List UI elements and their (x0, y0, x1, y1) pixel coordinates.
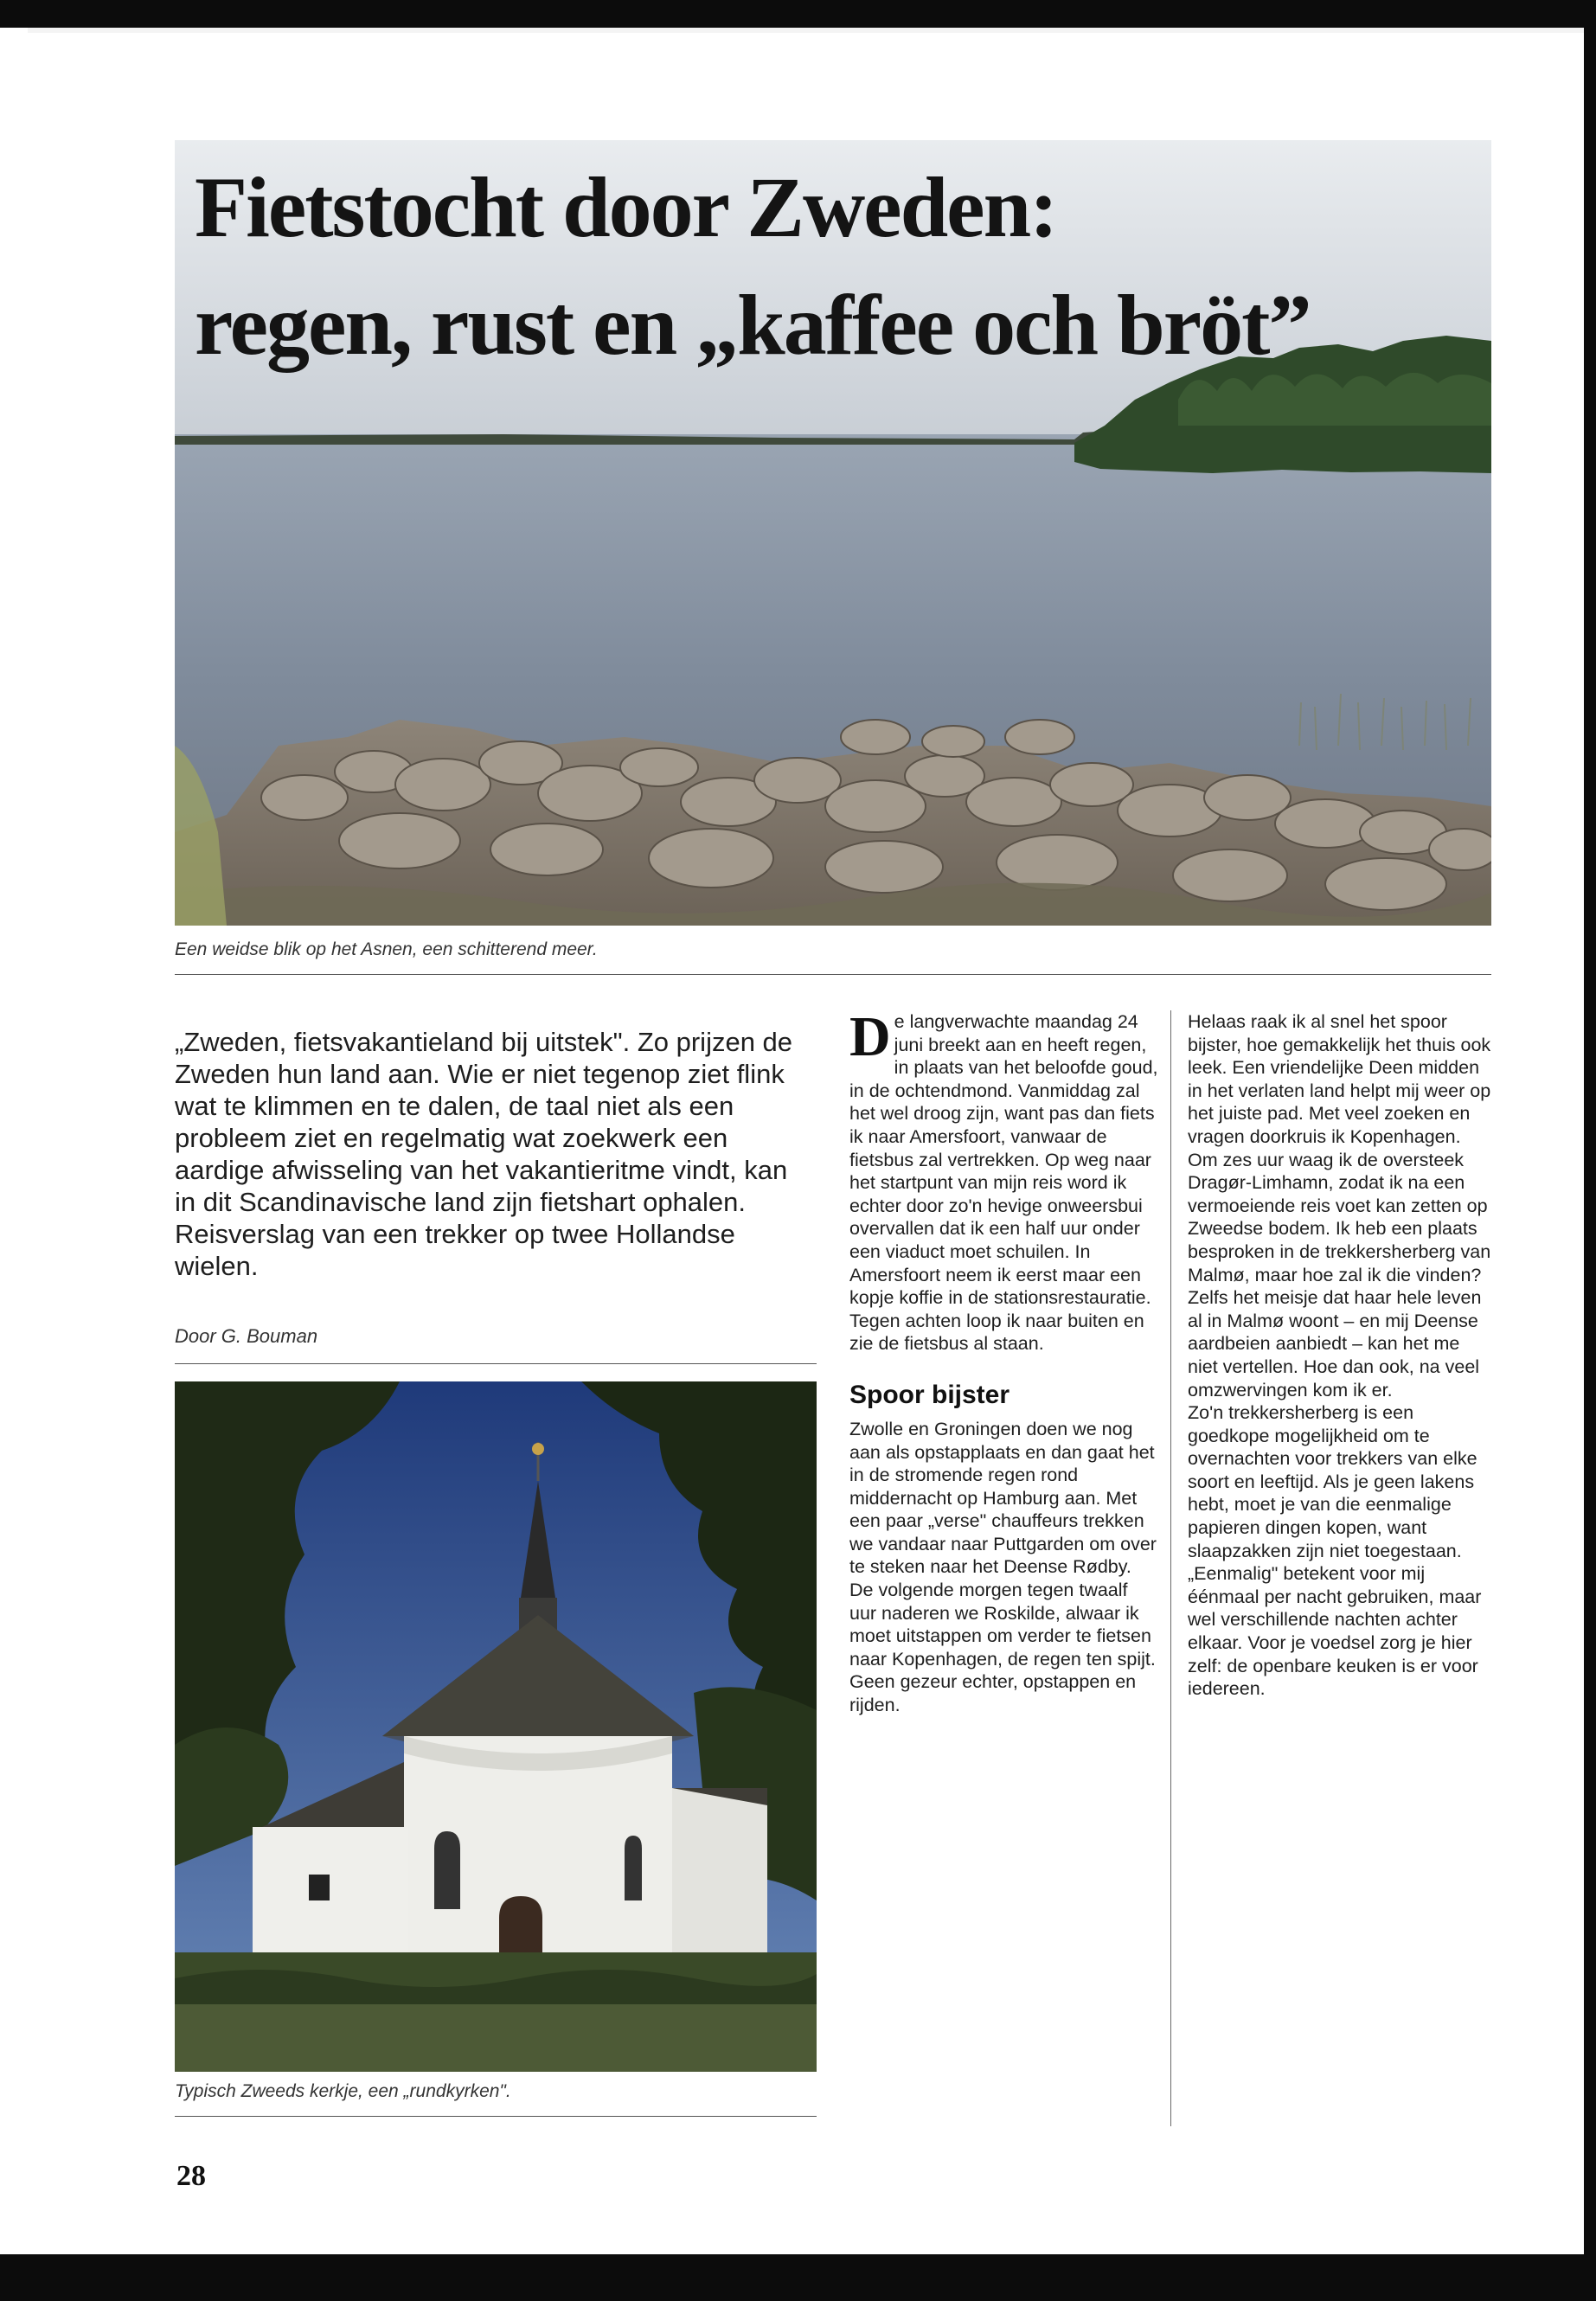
article-column-2 (849, 1005, 1159, 1717)
col3-paragraph-2: Zo'n trekkersherberg is een goedkope mogelijkheid om te overnachten voor trekkers van elke soort en leeftijd. Als je geen lakens hebt, moet je van die eenmalige papieren dingen kopen, want slaapzakken zijn niet toegestaan. „Eenmalig" betekent voor mij éénmaal per nacht gebruiken, maar wel verschillende nachten achter elkaar. Voor je voedsel zorg je hier zelf: de openbare keuken is er voor iedereen. (1188, 1402, 1482, 1700)
page-number: 28 (176, 2160, 206, 2192)
subheading-spoor-bijster: Spoor bijster (849, 1380, 1010, 1409)
photo-caption-lake: Een weidse blik op het Asnen, een schitterend meer. (175, 939, 598, 959)
column-divider (1170, 1010, 1171, 2126)
photo-caption-church: Typisch Zweeds kerkje, een „rundkyrken". (175, 2081, 511, 2101)
scan-border-top-inner (28, 28, 1596, 33)
col2-p1-text: e langverwachte maandag 24 juni breekt aan en heeft regen, in plaats van het beloofde goud, in de ochtendmond. Vanmiddag zal het wel droog zijn, want pas dan fiets ik naar Amersfoort, vanwaar de fietsbus zal vertrekken. Op weg naar het startpunt van mijn reis word ik echter door zo'n hevige onweersbui overvallen dat ik een half uur onder een viaduct moet schuilen. In Amersfoort neem ik eerst maar een kopje koffie in de stationsrestauratie. Tegen achten loop ik naar buiten en zie de fietsbus al staan. (849, 1011, 1158, 1355)
drop-cap: D (849, 1005, 891, 1068)
article-title (195, 149, 1310, 384)
byline: Door G. Bouman (175, 1325, 318, 1347)
church-photo (175, 1381, 817, 2072)
col2-paragraph-1 (849, 1005, 1159, 1356)
col3-paragraph-1: Helaas raak ik al snel het spoor bijster, hoe gemakkelijk het thuis ook leek. Een vriendelijke Deen midden in het verlaten land helpt mij weer op het juiste pad. Met veel zoeken en vragen doorkruis ik Kopenhagen. Om zes uur waag ik de oversteek Dragør-Limhamn, zodat ik na een vermoeiende reis voet kan zetten op Zweedse bodem. Ik heb een plaats besproken in de trekkersherberg van Malmø, maar hoe zal ik die vinden? Zelfs het meisje dat haar hele leven al in Malmø woont – en mij Deense aardbeien aanbiedt – kan het me niet vertellen. Hoe dan ook, na veel omzwervingen kom ik er. (1188, 1011, 1491, 1400)
col2-paragraph-2: Zwolle en Groningen doen we nog aan als opstapplaats en dan gaat het in de stromende regen rond middernacht op Hamburg aan. Met een paar „verse" chauffeurs trekken we vandaar naar Puttgarden om over te steken naar het Deense Rødby. De volgende morgen tegen twaalf uur naderen we Roskilde, alwaar ik moet uitstappen om verder te fietsen naar Kopenhagen, de regen ten spijt. Geen gezeur echter, opstappen en rijden. (849, 1418, 1157, 1716)
church-caption-rule (175, 2116, 817, 2117)
intro-paragraph: „Zweden, fietsvakantieland bij uitstek". Zo prijzen de Zweden hun land aan. Wie er niet tegenop ziet flink wat te klimmen en te dalen, de taal niet als een probleem ziet en regelmatig wat zoekwerk een aardige afwisseling van het vakantieritme vindt, kan in dit Scandinavische land zijn fietshart ophalen. Reisverslag van een trekker op twee Hollandse wielen. (175, 1027, 793, 1281)
scan-border-bottom (0, 2254, 1596, 2301)
title-line-2: regen, rust en „kaffee och bröt” (195, 277, 1311, 373)
caption-rule (175, 974, 1491, 975)
article-column-3 (1188, 1010, 1492, 1701)
title-line-1: Fietstocht door Zweden: (195, 159, 1057, 255)
byline-rule (175, 1363, 817, 1364)
scan-border-top (0, 0, 1596, 28)
scan-border-right (1584, 0, 1596, 2301)
